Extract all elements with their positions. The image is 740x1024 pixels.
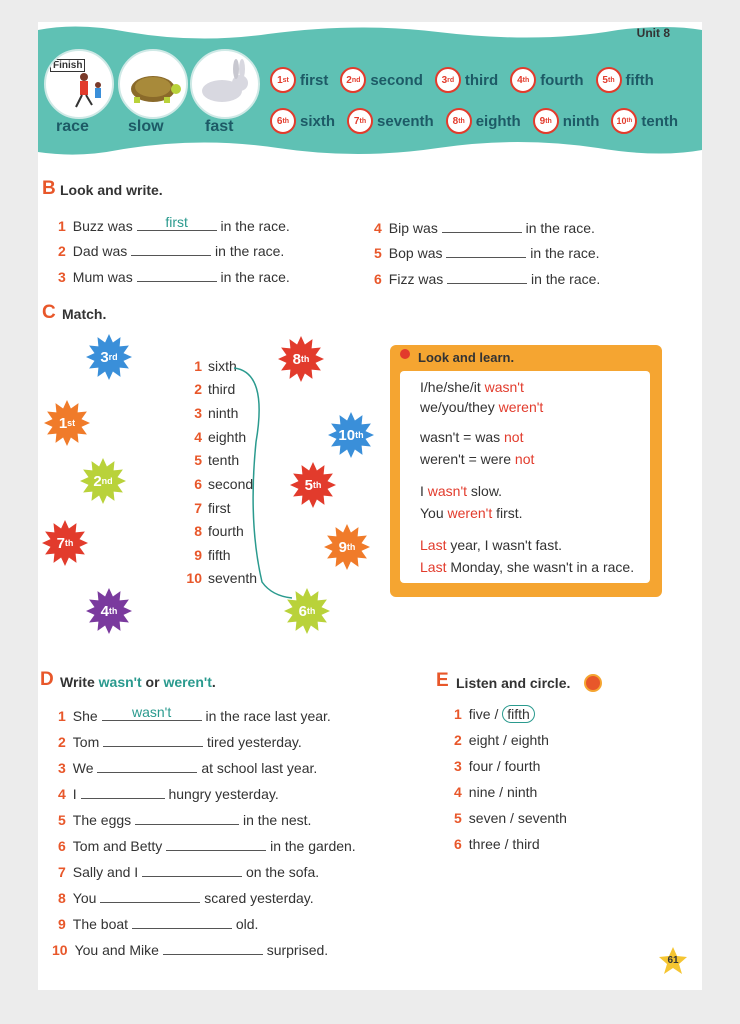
exercise-d-10: 10 You and Mike surprised.: [52, 942, 329, 958]
exercise-d-1: 1 She wasn't in the race last year.: [58, 704, 331, 724]
option-a[interactable]: four: [468, 758, 493, 774]
exercise-d-9: 9 The boat old.: [58, 916, 259, 932]
exercise-d-4: 4 I hungry yesterday.: [58, 786, 279, 802]
ordinal-word: third: [464, 71, 499, 89]
match-line: [228, 362, 308, 602]
learn-line: I/he/she/it wasn't: [420, 379, 524, 395]
section-c-title: Match.: [62, 306, 107, 322]
ordinal-word: ninth: [562, 112, 600, 130]
section-b-letter: B: [42, 178, 56, 199]
ordinal-badge-9: 9 th: [533, 108, 559, 134]
ordinal-word: fourth: [540, 71, 584, 89]
star-label: 3 rd: [100, 348, 118, 366]
exercise-b-5: 5 Bop was in the race.: [374, 245, 600, 261]
section-b-title: Look and write.: [60, 182, 163, 198]
ordinal-word: tenth: [641, 112, 679, 130]
exercise-e-3: 3 four / fourth: [454, 758, 541, 774]
exercise-d-5: 5 The eggs in the nest.: [58, 812, 312, 828]
answer-blank[interactable]: [97, 758, 197, 773]
option-b-circled[interactable]: fifth: [502, 705, 535, 723]
learn-line: we/you/they weren't: [420, 399, 544, 415]
learn-line: Last Monday, she wasn't in a race.: [420, 559, 635, 575]
answer-blank[interactable]: [446, 243, 526, 258]
page-number: 61: [667, 955, 679, 966]
exercise-e-5: 5 seven / seventh: [454, 810, 567, 826]
section-d-letter: D: [40, 669, 54, 690]
ordinal-badge-1: 1 st: [270, 67, 296, 93]
page-number-badge: [658, 946, 688, 976]
exercise-e-4: 4 nine / ninth: [454, 784, 538, 800]
match-word[interactable]: 2 third: [194, 381, 236, 397]
race-picture: [44, 49, 114, 119]
look-and-learn-box: [390, 345, 662, 597]
answer-blank[interactable]: [131, 241, 211, 256]
ordinal-badge-8: 8 th: [446, 108, 472, 134]
match-word[interactable]: 5 tenth: [194, 452, 240, 468]
star-label: 8 th: [292, 350, 310, 368]
ordinals-row-2: [270, 108, 686, 134]
match-word[interactable]: 7 first: [194, 500, 231, 516]
ordinal-badge-5: 5 th: [596, 67, 622, 93]
option-b[interactable]: seventh: [517, 810, 567, 826]
pin-icon: [400, 349, 410, 359]
section-d-title: Write wasn't or weren't.: [60, 674, 216, 690]
option-b[interactable]: eighth: [510, 732, 549, 748]
match-word[interactable]: 4 eighth: [194, 429, 247, 445]
fast-picture: [190, 49, 260, 119]
exercise-b-6: 6 Fizz was in the race.: [374, 271, 601, 287]
ordinal-star-3[interactable]: [86, 334, 132, 380]
star-label: 2 nd: [93, 472, 113, 490]
answer-blank[interactable]: [442, 218, 522, 233]
finish-sign: Finish: [50, 59, 85, 72]
star-label: 9 th: [338, 538, 356, 556]
ordinal-star-1[interactable]: [44, 400, 90, 446]
unit-label: Unit 8: [636, 26, 670, 40]
option-b[interactable]: fourth: [504, 758, 541, 774]
word-slow: slow: [128, 118, 164, 135]
match-word[interactable]: 10 seventh: [186, 570, 258, 586]
match-word[interactable]: 1 sixth: [194, 358, 237, 374]
ordinal-star-2[interactable]: [80, 458, 126, 504]
answer-blank[interactable]: [103, 732, 203, 747]
ordinal-word: seventh: [377, 112, 434, 130]
star-label: 10 th: [338, 426, 364, 444]
star-label: 6 th: [298, 602, 316, 620]
ordinal-star-9[interactable]: [324, 524, 370, 570]
exercise-d-8: 8 You scared yesterday.: [58, 890, 314, 906]
option-a[interactable]: seven: [468, 810, 507, 826]
exercise-d-6: 6 Tom and Betty in the garden.: [58, 838, 356, 854]
answer-blank[interactable]: [447, 269, 527, 284]
star-label: 5 th: [304, 476, 322, 494]
answer-blank[interactable]: [100, 888, 200, 903]
exercise-b-3: 3 Mum was in the race.: [58, 269, 290, 285]
ordinal-star-4[interactable]: [86, 588, 132, 634]
answer-blank[interactable]: [142, 862, 242, 877]
exercise-b-1: 1 Buzz was first in the race.: [58, 214, 290, 234]
look-and-learn-title: Look and learn.: [418, 350, 515, 365]
ordinal-badge-7: 7 th: [347, 108, 373, 134]
learn-line: wasn't = was not: [420, 429, 524, 445]
option-a[interactable]: nine: [468, 784, 496, 800]
ordinal-badge-3: 3 rd: [435, 67, 461, 93]
star-label: 7 th: [56, 534, 74, 552]
ordinal-word: sixth: [300, 112, 336, 130]
option-b[interactable]: ninth: [506, 784, 538, 800]
ordinal-badge-10: 10 th: [611, 108, 637, 134]
ordinal-word: eighth: [475, 112, 521, 130]
answer-blank[interactable]: first: [137, 216, 217, 231]
answer-blank[interactable]: wasn't: [102, 706, 202, 721]
match-word[interactable]: 3 ninth: [194, 405, 239, 421]
answer-blank[interactable]: [81, 784, 165, 799]
match-word[interactable]: 9 fifth: [194, 547, 231, 563]
ordinals-row-1: [270, 67, 662, 93]
runners-icon: [46, 51, 112, 117]
tortoise-icon: [120, 51, 186, 117]
look-and-learn-content: [400, 371, 650, 583]
ordinal-word: fifth: [625, 71, 654, 89]
slow-picture: [118, 49, 188, 119]
section-c-letter: C: [42, 302, 56, 323]
exercise-d-7: 7 Sally and I on the sofa.: [58, 864, 320, 880]
exercise-b-2: 2 Dad was in the race.: [58, 243, 285, 259]
word-race: race: [56, 118, 89, 135]
exercise-d-3: 3 We at school last year.: [58, 760, 318, 776]
ordinal-star-7[interactable]: [42, 520, 88, 566]
learn-line: Last year, I wasn't fast.: [420, 537, 562, 553]
ordinal-word: second: [370, 71, 423, 89]
answer-blank[interactable]: [166, 836, 266, 851]
ordinal-badge-4: 4 th: [510, 67, 536, 93]
learn-line: I wasn't slow.: [420, 483, 503, 499]
exercise-e-6: 6 three / third: [454, 836, 540, 852]
match-word[interactable]: 6 second: [194, 476, 254, 492]
option-a[interactable]: eight: [468, 732, 500, 748]
option-a[interactable]: five: [468, 706, 491, 722]
exercise-b-4: 4 Bip was in the race.: [374, 220, 595, 236]
star-label: 1 st: [58, 414, 76, 432]
ordinal-word: first: [300, 71, 329, 89]
ordinal-badge-6: 6 th: [270, 108, 296, 134]
learn-line: You weren't first.: [420, 505, 523, 521]
option-b[interactable]: third: [512, 836, 540, 852]
section-e-title: Listen and circle.: [456, 675, 571, 691]
word-fast: fast: [205, 118, 234, 135]
star-label: 4 th: [100, 602, 118, 620]
answer-blank[interactable]: [163, 940, 263, 955]
learn-line: weren't = were not: [420, 451, 535, 467]
option-a[interactable]: three: [468, 836, 501, 852]
workbook-page: [38, 22, 702, 990]
match-word[interactable]: 8 fourth: [194, 523, 244, 539]
rabbit-icon: [192, 51, 258, 117]
exercise-e-2: 2 eight / eighth: [454, 732, 549, 748]
answer-blank[interactable]: [137, 267, 217, 282]
exercise-e-1: 1 five / fifth: [454, 706, 535, 722]
ordinal-badge-2: 2 nd: [340, 67, 366, 93]
audio-cd-icon: [584, 674, 602, 692]
section-e-letter: E: [436, 670, 449, 691]
answer-blank[interactable]: [132, 914, 232, 929]
answer-blank[interactable]: [135, 810, 239, 825]
exercise-d-2: 2 Tom tired yesterday.: [58, 734, 302, 750]
ordinal-star-10[interactable]: [328, 412, 374, 458]
